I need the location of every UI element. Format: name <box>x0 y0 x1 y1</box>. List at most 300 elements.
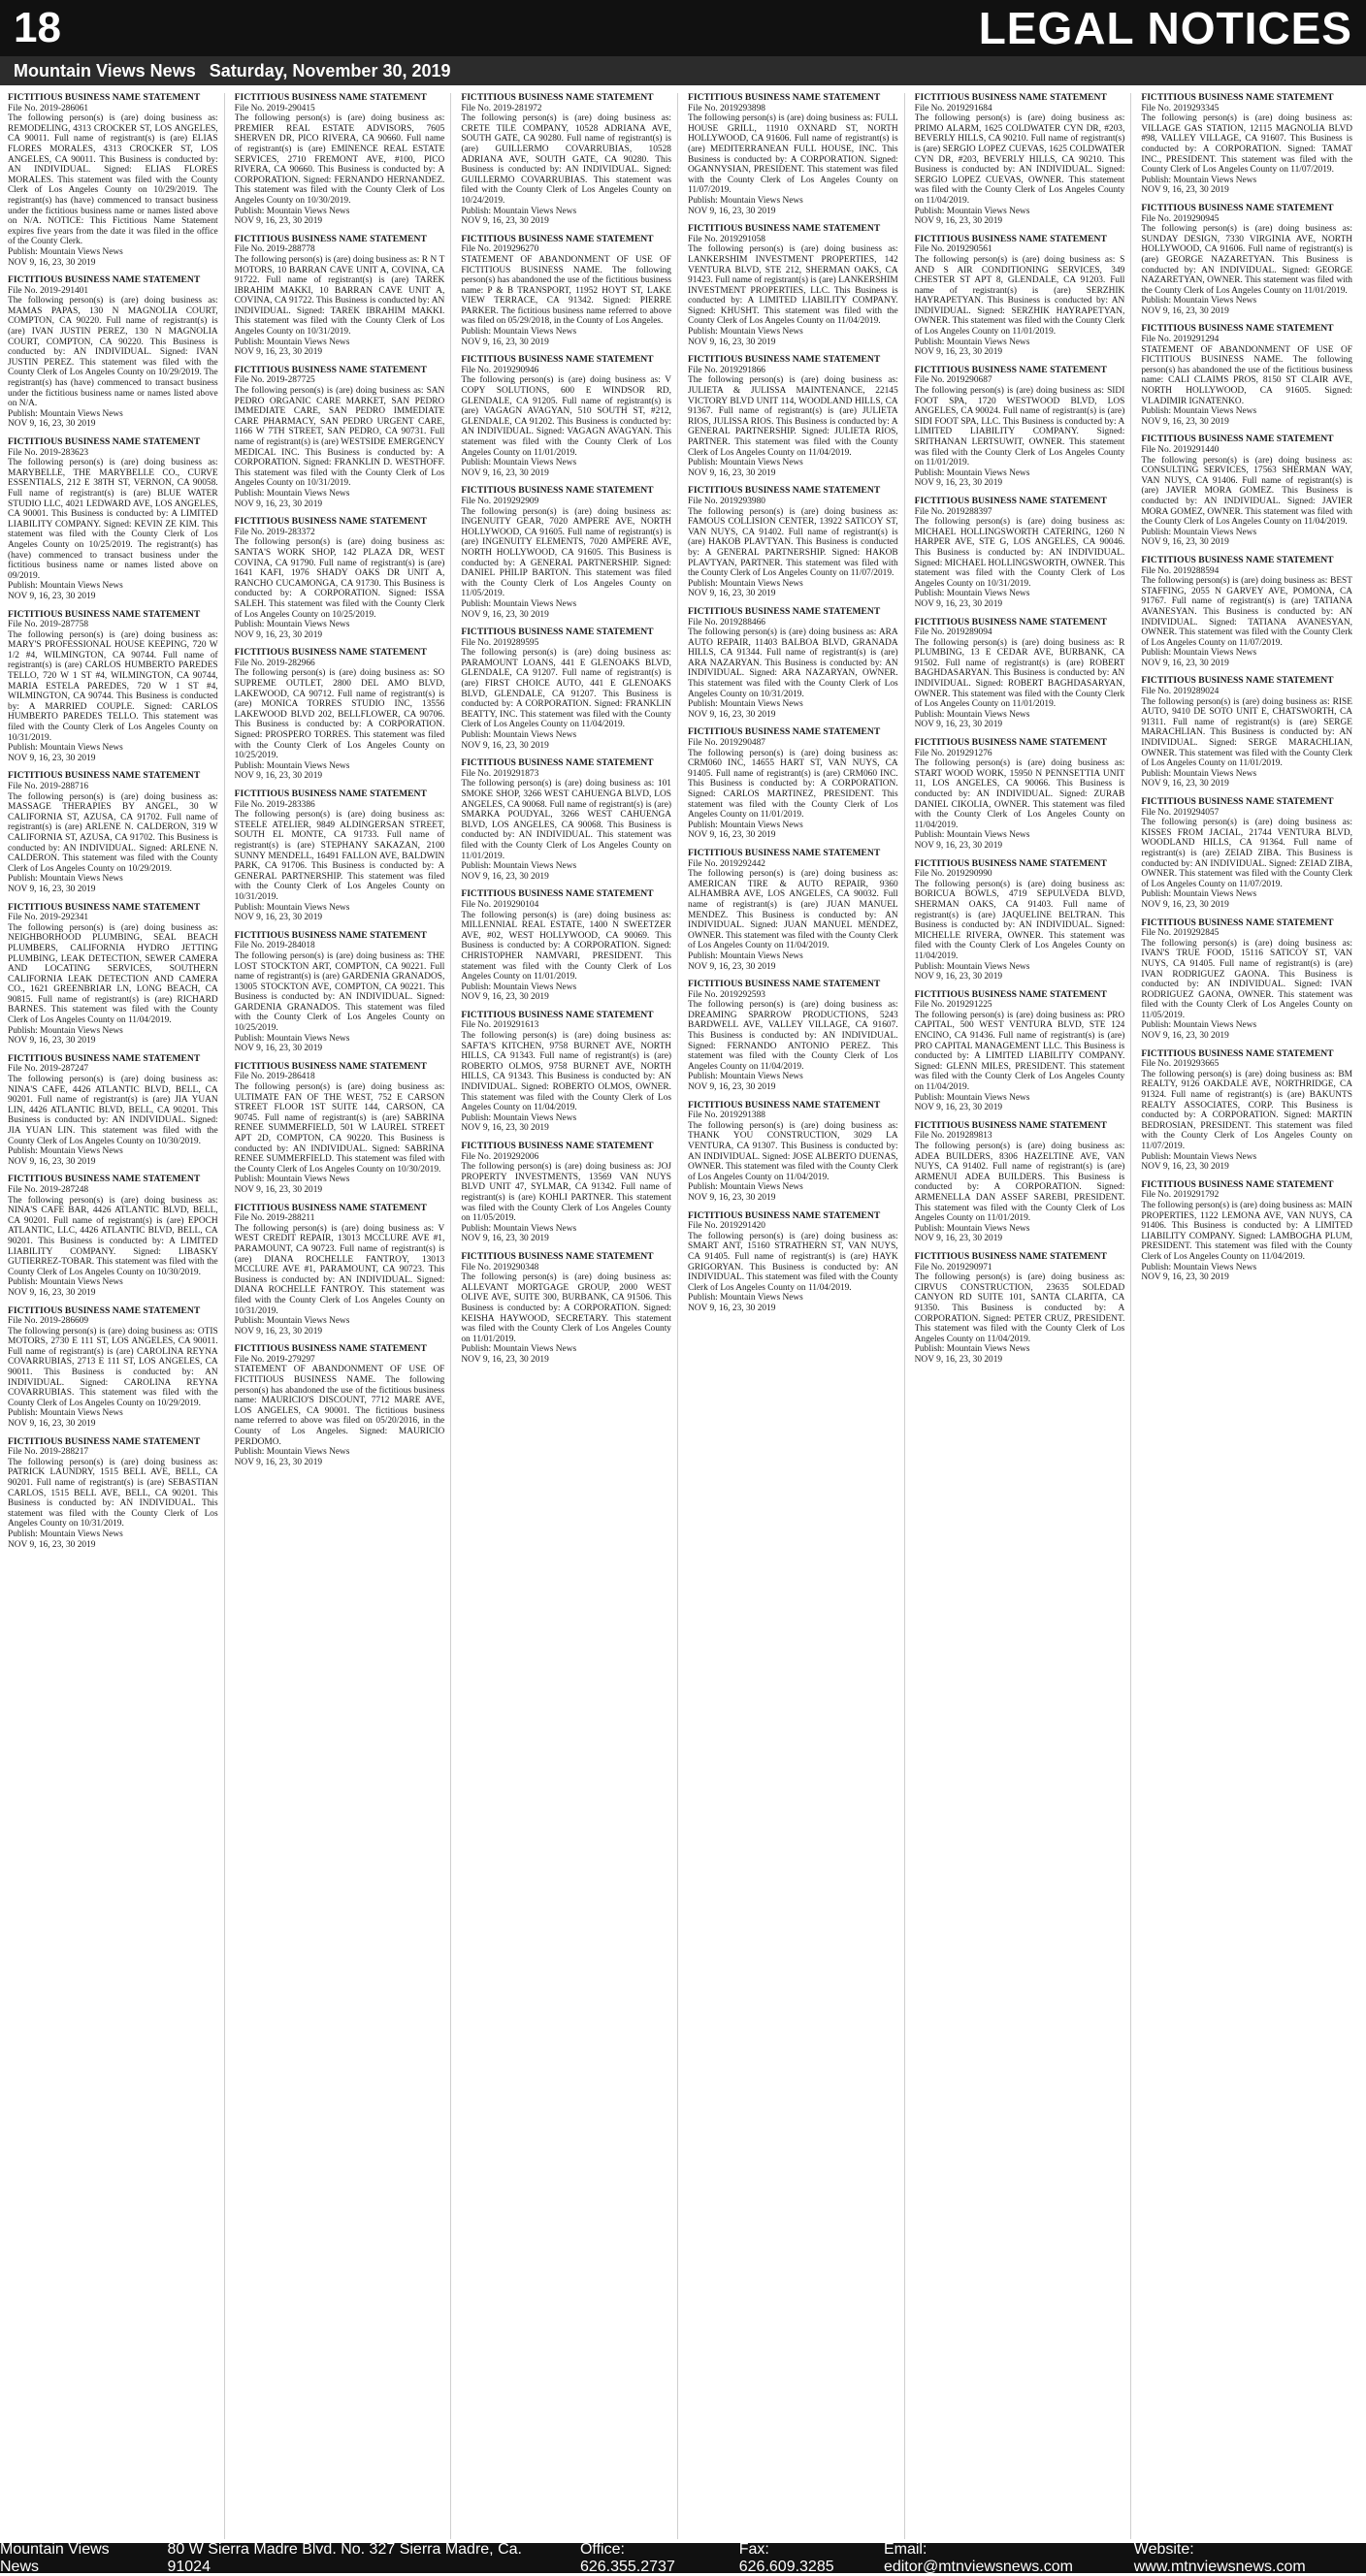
notice-body: The following person(s) is (are) doing business as: R PLUMBING, 13 E CEDAR AVE, BURBANK, CA 91502. Full name of registrant(s) is (are) ROBERT BAGHDASARYAN. This Business is conducted by: AN INDIVIDUAL. Signed: ROBERT BAGHDASARYAN, OWNER. This statement was filed with the County Clerk of Los Angeles County on 11/01/2019. <box>914 637 1125 710</box>
notice-heading: FICTITIOUS BUSINESS NAME STATEMENT <box>1141 1178 1334 1190</box>
notice-publication-dates: NOV 9, 16, 23, 30 2019 <box>461 1123 549 1134</box>
notice-body: The following person(s) is (are) doing business as: MILLENNIAL REAL ESTATE, 1400 N SWEETZER AVE, #02, WEST HOLLYWOOD, CA 90069. This Business is conducted by: A CORPORATION. Signed: CHRISTOPHER NAMVARI, PRESIDENT. This statement was filed with the County Clerk of Los Angeles County on 11/01/2019. <box>461 910 671 982</box>
notice-file-number: File No. 2019290487 <box>688 738 765 749</box>
notice-publication-dates: NOV 9, 16, 23, 30 2019 <box>461 337 549 347</box>
notice-publication-dates: NOV 9, 16, 23, 30 2019 <box>688 467 776 478</box>
notice-file-number: File No. 2019293898 <box>688 103 765 113</box>
notice-publication-line: Publish: Mountain Views News <box>914 467 1030 478</box>
legal-notice <box>235 366 445 509</box>
notice-file-number: File No. 2019289094 <box>914 628 992 638</box>
notice-heading: FICTITIOUS BUSINESS NAME STATEMENT <box>688 605 881 617</box>
notice-body: The following person(s) is (are) doing business as: SUNDAY DESIGN, 7330 VIRGINIA AVE, NORTH HOLLYWOOD, CA 91606. Full name of registrant(s) is (are) GEORGE NAZARETYAN. This Business is conducted by: AN INDIVIDUAL. Signed: GEORGE NAZARETYAN, OWNER. This statement was filed with the County Clerk of Los Angeles County on 11/01/2019. <box>1141 224 1352 296</box>
footer-office-phone: Office: 626.355.2737 <box>579 2540 675 2575</box>
notice-file-number: File No. 2019-287247 <box>8 1064 89 1075</box>
notice-file-number: File No. 2019291684 <box>914 103 992 113</box>
notice-file-number: File No. 2019291792 <box>1141 1190 1220 1201</box>
notice-body: The following person(s) is (are) doing business as: 101 SMOKE SHOP, 3266 WEST CAHUENGA BLVD, LOS ANGELES, CA 90068. Full name of registrant(s) is (are) SMARKA POUDYAL, 3266 WEST CAHUENGA BLVD, LOS ANGELES, CA 90068. This Business is conducted by: AN INDIVIDUAL. This statement was filed with the County Clerk of Los Angeles County on 11/01/2019. <box>461 779 671 861</box>
notice-publication-line: Publish: Mountain Views News <box>461 730 577 741</box>
notice-heading: FICTITIOUS BUSINESS NAME STATEMENT <box>914 1119 1107 1131</box>
notice-file-number: File No. 2019290687 <box>914 375 992 386</box>
notice-publication-line: Publish: Mountain Views News <box>688 820 803 830</box>
notice-file-number: File No. 2019-292341 <box>8 913 89 923</box>
notice-file-number: File No. 2019289813 <box>914 1131 992 1142</box>
notice-publication-dates: NOV 9, 16, 23, 30 2019 <box>234 347 323 358</box>
notice-file-number: File No. 2019-288211 <box>234 1213 315 1224</box>
notice-file-number: File No. 2019-290415 <box>234 103 315 113</box>
legal-notice <box>8 1306 218 1430</box>
footer-website: Website: www.mtnviewsnews.com <box>1133 2540 1306 2575</box>
legal-notice <box>915 366 1125 489</box>
notice-publication-line: Publish: Mountain Views News <box>914 337 1030 347</box>
notice-publication-line: Publish: Mountain Views News <box>461 861 577 872</box>
notice-heading: FICTITIOUS BUSINESS NAME STATEMENT <box>688 93 881 103</box>
notice-heading: FICTITIOUS BUSINESS NAME STATEMENT <box>914 495 1107 506</box>
notice-publication-dates: NOV 9, 16, 23, 30 2019 <box>461 740 549 751</box>
notice-body: The following person(s) is (are) doing business as: LANKERSHIM INVESTMENT PROPERTIES, 142 VENTURA BLVD, STE 212, SHERMAN OAKS, CA 91423. Full name of registrant(s) is (are) LANKERSHIM INVESTMENT PROPERTIES, LLC. This Business is conducted by: A LIMITED LIABILITY COMPANY. Signed: KHUSHT. This statement was filed with the County Clerk of Los Angeles County on 11/04/2019. <box>688 244 898 327</box>
notice-publication-dates: NOV 9, 16, 23, 30 2019 <box>461 871 549 882</box>
legal-notice <box>235 648 445 782</box>
notice-body: The following person(s) is (are) doing business as: FAMOUS COLLISION CENTER, 13922 SATICOY ST, VAN NUYS, CA 91402. Full name of registrant(s) is (are) HAKOB PLAVTYAN. This Business is conducted by: A GENERAL PARTNERSHIP. Signed: HAKOB PLAVTYAN, PARTNER. This statement was filed with the County Clerk of Los Angeles County on 11/07/2019. <box>688 506 898 579</box>
notice-publication-line: Publish: Mountain Views News <box>914 961 1030 972</box>
notice-file-number: File No. 2019-291401 <box>8 285 89 296</box>
legal-notice <box>1141 797 1352 911</box>
notice-heading: FICTITIOUS BUSINESS NAME STATEMENT <box>8 436 201 447</box>
notice-file-number: File No. 2019291873 <box>461 768 539 779</box>
notice-publication-line: Publish: Mountain Views News <box>234 1175 350 1185</box>
notice-publication-dates: NOV 9, 16, 23, 30 2019 <box>8 884 96 894</box>
notice-publication-dates: NOV 9, 16, 23, 30 2019 <box>461 216 549 227</box>
notice-body: The following person(s) is (are) doing business as: PRO CAPITAL, 500 WEST VENTURA BLVD, STE 124 ENCINO, CA 91436. Full name of registrant(s) is (are) PRO CAPITAL MANAGEMENT LLC. This Business is conducted by: A LIMITED LIABILITY COMPANY. Signed: GLENN MILES, PRESIDENT. This statement was filed with the County Clerk of Los Angeles County on 11/04/2019. <box>914 1010 1125 1093</box>
notice-heading: FICTITIOUS BUSINESS NAME STATEMENT <box>688 485 881 497</box>
notice-publication-line: Publish: Mountain Views News <box>234 206 350 216</box>
notice-publication-dates: NOV 9, 16, 23, 30 2019 <box>8 1156 96 1167</box>
notice-publication-line: Publish: Mountain Views News <box>688 195 803 206</box>
notice-publication-dates: NOV 9, 16, 23, 30 2019 <box>461 467 549 478</box>
notice-body: The following person(s) is (are) doing business as: CIRVUS CONSTRUCTION, 23635 SOLEDAD CANYON RD SUITE 101, SANTA CLARITA, CA 91350. This Business is conducted by: A CORPORATION. Signed: PETER CRUZ, PRESIDENT. This statement was filed with the County Clerk of Los Angeles County on 11/04/2019. <box>914 1272 1125 1344</box>
legal-notice <box>461 1252 671 1366</box>
notice-body: The following person(s) is (are) doing business as: CONSULTING SERVICES, 17563 SHERMAN WAY, VAN NUYS, CA 91406. Full name of registrant(s) is (are) JAVIER MORA GOMEZ. This Business is conducted by: AN INDIVIDUAL. Signed: JAVIER MORA GOMEZ, OWNER. This statement was filed with the County Clerk of Los Angeles County on 11/04/2019. <box>1141 455 1352 528</box>
notice-heading: FICTITIOUS BUSINESS NAME STATEMENT <box>8 1174 201 1185</box>
legal-notice <box>235 1062 445 1196</box>
notice-publication-line: Publish: Mountain Views News <box>688 1293 803 1304</box>
notice-file-number: File No. 2019290348 <box>461 1262 539 1272</box>
notice-body: The following person(s) is (are) doing business as: V WEST CREDIT REPAIR, 13013 MCCLURE AVE #1, PARAMOUNT, CA 90723. Full name of registrant(s) is (are) DIANA ROCHELLE FANTROY, 13013 MCCLURE AVE #1, PARAMOUNT, CA 90723. This Business is conducted by: AN INDIVIDUAL. Signed: DIANA ROCHELLE FANTROY. This statement was filed with the County Clerk of Los Angeles County on 10/31/2019. <box>234 1223 445 1316</box>
notice-publication-dates: NOV 9, 16, 23, 30 2019 <box>914 972 1003 982</box>
notice-file-number: File No. 2019-281972 <box>461 103 542 113</box>
notice-heading: FICTITIOUS BUSINESS NAME STATEMENT <box>1141 202 1334 213</box>
footer-address: 80 W Sierra Madre Blvd. No. 327 Sierra Madre, Ca. 91024 <box>167 2540 522 2575</box>
notice-heading: FICTITIOUS BUSINESS NAME STATEMENT <box>688 847 881 858</box>
legal-notice <box>688 849 898 972</box>
notice-body: The following person(s) is (are) doing business as: ALLEVANT MORTGAGE GROUP, 2000 WEST OLIVE AVE, SUITE 300, BURBANK, CA 91506. This Business is conducted by: A CORPORATION. Signed: KEISHA HAYWOOD, SECRETARY. This statement was filed with the County Clerk of Los Angeles County on 11/01/2019. <box>461 1272 671 1344</box>
legal-notice <box>8 1175 218 1298</box>
notice-publication-line: Publish: Mountain Views News <box>1141 406 1257 417</box>
legal-notice <box>461 93 671 227</box>
notice-publication-dates: NOV 9, 16, 23, 30 2019 <box>1141 1162 1229 1173</box>
notice-column <box>1141 93 1358 2539</box>
notice-body: The following person(s) is (are) doing business as: BEST STAFFING, 2055 N GARVEY AVE, POMONA, CA 91767. Full name of registrant(s) is (are) TATIANA AVANESYAN. This Business is conducted by: AN INDIVIDUAL. Signed: TATIANA AVANESYAN, OWNER. This statement was filed with the County Clerk of Los Angeles County on 11/07/2019. <box>1141 576 1352 648</box>
notice-file-number: File No. 2019288466 <box>688 617 765 628</box>
notice-heading: FICTITIOUS BUSINESS NAME STATEMENT <box>461 354 654 366</box>
legal-notice <box>461 1142 671 1244</box>
notice-body: The following person(s) is (are) doing business as: SIDI FOOT SPA, 1720 WESTWOOD BLVD, LOS ANGELES, CA 90024. Full name of registrant(s) is (are) SIDI FOOT SPA, LLC. This Business is conducted by: A LIMITED LIABILITY COMPANY. Signed: SRITHANAN LERTSUWIT, OWNER. This statement was filed with the County Clerk of Los Angeles County on 11/01/2019. <box>914 386 1125 468</box>
notice-file-number: File No. 2019291276 <box>914 748 992 758</box>
notice-heading: FICTITIOUS BUSINESS NAME STATEMENT <box>688 1099 881 1111</box>
footer-email: Email: editor@mtnviewsnews.com <box>883 2540 1073 2575</box>
notice-heading: FICTITIOUS BUSINESS NAME STATEMENT <box>1141 93 1334 103</box>
notice-publication-dates: NOV 9, 16, 23, 30 2019 <box>234 1457 323 1467</box>
notice-publication-dates: NOV 9, 16, 23, 30 2019 <box>914 1354 1003 1365</box>
notice-file-number: File No. 2019292006 <box>461 1151 539 1162</box>
notice-publication-line: Publish: Mountain Views News <box>234 488 350 499</box>
notice-body: The following person(s) is (are) doing business as: PREMIER REAL ESTATE ADVISORS, 7605 SHERVEN DR, PICO RIVERA, CA 90660. Full name of registrant(s) is (are) EMINENCE REAL ESTATE SERVICES, 2710 FREMONT AVE, #100, PICO RIVERA, CA 90660. This Business is conducted by: A CORPORATION. Signed: FERNANDO HERNANDEZ. This statement was filed with the County Clerk of Los Angeles County on 10/30/2019. <box>234 113 445 206</box>
notice-body: The following person(s) is (are) doing business as: MICHAEL HOLLINGSWORTH CATERING, 1260 N HARPER AVE, STE G, LOS ANGELES, CA 90046. This Business is conducted by: AN INDIVIDUAL. Signed: MICHAEL HOLLINGSWORTH, OWNER. This statement was filed with the County Clerk of Los Angeles County on 10/31/2019. <box>914 517 1125 589</box>
notice-publication-line: Publish: Mountain Views News <box>688 458 803 468</box>
notice-publication-dates: NOV 9, 16, 23, 30 2019 <box>688 961 776 972</box>
notice-column <box>688 93 905 2539</box>
notice-body: The following person(s) is (are) doing business as: BM REALTY, 9126 OAKDALE AVE, NORTHRIDGE, CA 91324. Full name of registrant(s) is (are) BAKUNTS REALTY ASSOCIATES, CORP. This Business is conducted by: A CORPORATION. Signed: MARTIN BEDROSIAN, PRESIDENT. This statement was filed with the County Clerk of Los Angeles County on 11/07/2019. <box>1141 1069 1352 1151</box>
notice-publication-line: Publish: Mountain Views News <box>8 1277 123 1288</box>
legal-notice <box>461 486 671 620</box>
notice-file-number: File No. 2019290971 <box>914 1262 992 1272</box>
notice-publication-line: Publish: Mountain Views News <box>1141 296 1257 306</box>
notice-body: STATEMENT OF ABANDONMENT OF USE OF FICTITIOUS BUSINESS NAME. The following person(s) has abandoned the use of the fictitious business name: MAURICIO'S DISCOUNT, 7712 MARE AVE, LOS ANGELES, CA 90001. The fictitious business name referred to above was filed on 05/20/2016, in the County of Los Angeles. Signed: MAURICIO PERDOMO. <box>234 1365 445 1447</box>
notice-file-number: File No. 2019290990 <box>914 869 992 880</box>
notice-publication-line: Publish: Mountain Views News <box>914 206 1030 216</box>
notice-publication-dates: NOV 9, 16, 23, 30 2019 <box>688 1192 776 1203</box>
notice-heading: FICTITIOUS BUSINESS NAME STATEMENT <box>8 901 201 913</box>
notice-publication-dates: NOV 9, 16, 23, 30 2019 <box>1141 185 1229 196</box>
notice-file-number: File No. 2019291866 <box>688 365 765 375</box>
legal-notice <box>235 93 445 227</box>
notice-publication-line: Publish: Mountain Views News <box>461 598 577 609</box>
notice-publication-dates: NOV 9, 16, 23, 30 2019 <box>8 1287 96 1298</box>
notice-body: The following person(s) is (are) doing business as: REMODELING, 4313 CROCKER ST, LOS ANGELES, CA 90011. Full name of registrant(s) is (are) ELIAS FLORES MORALES, 4313 CROCKER ST, LOS ANGELES, CA 90011. This Business is conducted by: AN INDIVIDUAL. Signed: ELIAS FLORES MORALES. This statement was filed with the County Clerk of Los Angeles County on 10/29/2019. The registrant(s) has (have) commenced to transact business under the fictitious business name or names listed above on N/A. NOTICE: This Fictitious Name Statement expires five years from the date it was filed in the office of the County Clerk. <box>8 113 218 247</box>
notice-body: The following person(s) is (are) doing business as: OTIS MOTORS, 2730 E 111 ST, LOS ANGELES, CA 90011. Full name of registrant(s) is (are) CAROLINA REYNA COVARRUBIAS, 2713 E 111 ST, LOS ANGELES, CA 90011. This Business is conducted by: AN INDIVIDUAL. Signed: CAROLINA REYNA COVARRUBIAS. This statement was filed with the County Clerk of Los Angeles County on 10/29/2019. <box>8 1326 218 1408</box>
legal-notice <box>915 497 1125 610</box>
notice-publication-line: Publish: Mountain Views News <box>461 458 577 468</box>
notice-heading: FICTITIOUS BUSINESS NAME STATEMENT <box>234 1202 427 1213</box>
notice-heading: FICTITIOUS BUSINESS NAME STATEMENT <box>914 364 1107 375</box>
notice-publication-line: Publish: Mountain Views News <box>8 581 123 592</box>
notice-heading: FICTITIOUS BUSINESS NAME STATEMENT <box>234 929 427 941</box>
notice-publication-line: Publish: Mountain Views News <box>234 620 350 630</box>
notice-publication-dates: NOV 9, 16, 23, 30 2019 <box>8 753 96 763</box>
notice-body: The following person(s) is (are) doing business as: ULTIMATE FAN OF THE WEST, 752 E CARSON STREET FLOOR 1ST SUITE 144, CARSON, CA 90745. Full name of registrant(s) is (are) SABRINA RENEE SUMMERFIELD, 501 W LAUREL STREET APT 2D, COMPTON, CA 90220. This Business is conducted by: AN INDIVIDUAL. Signed: SABRINA RENEE SUMMERFIELD. This statement was filed with the County Clerk of Los Angeles County on 10/30/2019. <box>234 1082 445 1175</box>
notice-file-number: File No. 2019288397 <box>914 506 992 517</box>
notice-publication-dates: NOV 9, 16, 23, 30 2019 <box>1141 1031 1229 1042</box>
notice-body: The following person(s) is (are) doing business as: MAMAS PAPAS, 130 N MAGNOLIA COURT, COMPTON, CA 90220. Full name of registrant(s) is (are) IVAN JUSTIN PEREZ, 130 N MAGNOLIA COURT, COMPTON, CA 90220. This Business is conducted by: AN INDIVIDUAL. Signed: IVAN JUSTIN PEREZ. This statement was filed with the County Clerk of Los Angeles County on 10/29/2019. The registrant(s) has (have) commenced to transact business under the fictitious business name or names listed above on N/A. <box>8 296 218 409</box>
legal-notice <box>915 235 1125 358</box>
notice-file-number: File No. 2019289595 <box>461 637 539 648</box>
legal-notice <box>1141 324 1352 427</box>
notice-publication-dates: NOV 9, 16, 23, 30 2019 <box>1141 306 1229 316</box>
notice-publication-line: Publish: Mountain Views News <box>688 1072 803 1082</box>
notice-heading: FICTITIOUS BUSINESS NAME STATEMENT <box>234 647 427 659</box>
notice-heading: FICTITIOUS BUSINESS NAME STATEMENT <box>1141 554 1334 565</box>
notice-heading: FICTITIOUS BUSINESS NAME STATEMENT <box>914 233 1107 244</box>
notice-publication-line: Publish: Mountain Views News <box>234 760 350 771</box>
notice-body: The following person(s) is (are) doing business as: DREAMING SPARROW PRODUCTIONS, 5243 BARDWELL AVE, VALLEY VILLAGE, CA 91607. This Business is conducted by: AN INDIVIDUAL. Signed: FERNANDO ANTONIO PEREZ. This statement was filed with the County Clerk of Los Angeles County on 11/04/2019. <box>688 1000 898 1072</box>
notice-publication-dates: NOV 9, 16, 23, 30 2019 <box>461 992 549 1003</box>
notice-body: The following person(s) is (are) doing business as: MAIN PROPERTIES, 1122 LEMONA AVE, VAN NUYS, CA 91406. This Business is conducted by: A LIMITED LIABILITY COMPANY. Signed: LAMBOGHA PLUM, PRESIDENT. This statement was filed with the County Clerk of Los Angeles County on 11/04/2019. <box>1141 1200 1352 1262</box>
legal-notice <box>8 1054 218 1168</box>
notice-publication-line: Publish: Mountain Views News <box>1141 1151 1257 1162</box>
notice-heading: FICTITIOUS BUSINESS NAME STATEMENT <box>461 233 654 244</box>
notice-column <box>461 93 678 2539</box>
notice-heading: FICTITIOUS BUSINESS NAME STATEMENT <box>461 627 654 638</box>
notice-heading: FICTITIOUS BUSINESS NAME STATEMENT <box>914 93 1107 103</box>
notice-publication-dates: NOV 9, 16, 23, 30 2019 <box>234 216 323 227</box>
notice-publication-line: Publish: Mountain Views News <box>1141 768 1257 779</box>
notice-body: The following person(s) is (are) doing business as: START WOOD WORK, 15950 N PENNSETTIA UNIT 11, LOS ANGELES, CA 90066. This Business is conducted by: AN INDIVIDUAL. Signed: ZURAB DANIEL CIKOLIA, OWNER. This statement was filed with the County Clerk of Los Angeles County on 11/04/2019. <box>914 758 1125 830</box>
notice-publication-dates: NOV 9, 16, 23, 30 2019 <box>461 609 549 620</box>
notice-publication-line: Publish: Mountain Views News <box>234 1447 350 1458</box>
notice-publication-line: Publish: Mountain Views News <box>8 246 123 257</box>
notice-heading: FICTITIOUS BUSINESS NAME STATEMENT <box>461 1141 654 1151</box>
notice-file-number: File No. 2019292845 <box>1141 928 1220 939</box>
notice-publication-dates: NOV 9, 16, 23, 30 2019 <box>234 1326 323 1336</box>
notice-publication-dates: NOV 9, 16, 23, 30 2019 <box>234 499 323 509</box>
legal-notice <box>1141 676 1352 789</box>
masthead-subline <box>0 56 1366 85</box>
notice-publication-dates: NOV 9, 16, 23, 30 2019 <box>914 1234 1003 1244</box>
notice-heading: FICTITIOUS BUSINESS NAME STATEMENT <box>234 1343 427 1355</box>
notice-heading: FICTITIOUS BUSINESS NAME STATEMENT <box>461 888 654 900</box>
notice-heading: FICTITIOUS BUSINESS NAME STATEMENT <box>1141 434 1334 445</box>
notice-file-number: File No. 2019292593 <box>688 989 765 1000</box>
notice-publication-dates: NOV 9, 16, 23, 30 2019 <box>914 598 1003 609</box>
notice-body: The following person(s) is (are) doing business as: THANK YOU CONSTRUCTION, 3029 LA VENTURA, CA 91307. This Business is conducted by: AN INDIVIDUAL. Signed: JOSE ALBERTO DUENAS, OWNER. This statement was filed with the County Clerk of Los Angeles County on 11/04/2019. <box>688 1120 898 1182</box>
notice-publication-line: Publish: Mountain Views News <box>8 408 123 419</box>
notice-body: The following person(s) is (are) doing business as: V COPY SOLUTIONS, 600 E WINDSOR RD, GLENDALE, CA 91205. Full name of registrant(s) is (are) VAGAGN AVAGYAN, 510 SOUTH ST, #212, GLENDALE, CA 91202. This Business is conducted by: AN INDIVIDUAL. Signed: VAGAGN AVAGYAN. This statement was filed with the County Clerk of Los Angeles County on 11/01/2019. <box>461 375 671 458</box>
page-footer <box>0 2540 1366 2575</box>
notice-body: The following person(s) is (are) doing business as: JULIETA & JULISSA MAINTENANCE, 22145 VICTORY BLVD UNIT 114, WOODLAND HILLS, CA 91367. Full name of registrant(s) is (are) JULIETA RIOS, JULISSA RIOS. This Business is conducted by: A GENERAL PARTNERSHIP. Signed: JULIETA RIOS, PARTNER. This statement was filed with the County Clerk of Los Angeles County on 11/04/2019. <box>688 375 898 458</box>
legal-notice <box>1141 204 1352 317</box>
notice-publication-dates: NOV 9, 16, 23, 30 2019 <box>8 1539 96 1550</box>
notice-file-number: File No. 2019290561 <box>914 244 992 255</box>
notice-body: The following person(s) is (are) doing business as: MARY'S PROFESSIONAL HOUSE KEEPING, 720 W 1/2 #4, WILMINGTON, CA 90744. Full name of registrant(s) is (are) CARLOS HUMBERTO PAREDES TELLO, 720 W 1 ST #4, WILMINGTON, CA 90744, MARIA ESTELA PAREDES, 720 W 1 ST #4, WILMINGTON, CA 90744. This Business is conducted by: A MARRIED COUPLE. Signed: CARLOS HUMBERTO PAREDES TELLO. This statement was filed with the County Clerk of Los Angeles County on 10/31/2019. <box>8 629 218 743</box>
notice-file-number: File No. 2019-286609 <box>8 1316 89 1327</box>
notice-publication-dates: NOV 9, 16, 23, 30 2019 <box>8 1036 96 1046</box>
notice-heading: FICTITIOUS BUSINESS NAME STATEMENT <box>8 93 201 103</box>
notice-file-number: File No. 2019-283372 <box>234 527 315 537</box>
notice-publication-line: Publish: Mountain Views News <box>8 1025 123 1036</box>
notice-body: The following person(s) is (are) doing business as: ARA AUTO REPAIR, 11403 BALBOA BLVD, GRANADA HILLS, CA 91344. Full name of registrant(s) is (are) ARA NAZARYAN. This Business is conducted by: AN INDIVIDUAL. Signed: ARA NAZARYAN, OWNER. This statement was filed with the County Clerk of Los Angeles County on 10/31/2019. <box>688 628 898 699</box>
notice-publication-line: Publish: Mountain Views News <box>1141 889 1257 900</box>
notice-publication-dates: NOV 9, 16, 23, 30 2019 <box>234 771 323 782</box>
notice-body: STATEMENT OF ABANDONMENT OF USE OF FICTITIOUS BUSINESS NAME. The following person(s) has abandoned the use of the fictitious business name: CALI CLAIMS PROS, 8150 ST CLAIR AVE, NORTH HOLLYWOOD, CA 91605. Signed: VLADIMIR IGNATENKO. <box>1141 344 1352 406</box>
notice-body: The following person(s) is (are) doing business as: AMERICAN TIRE & AUTO REPAIR, 9360 ALHAMBRA AVE, LOS ANGELES, CA 90032. Full name of registrant(s) is (are) JUAN MANUEL MENDEZ. This Business is conducted by: AN INDIVIDUAL. Signed: JUAN MANUEL MENDEZ, OWNER. This statement was filed with the County Clerk of Los Angeles County on 11/04/2019. <box>688 869 898 951</box>
notice-column <box>915 93 1132 2539</box>
masthead <box>0 0 1366 56</box>
notice-heading: FICTITIOUS BUSINESS NAME STATEMENT <box>688 726 881 738</box>
notice-column <box>235 93 452 2539</box>
notice-file-number: File No. 2019-288217 <box>8 1447 89 1458</box>
notice-heading: FICTITIOUS BUSINESS NAME STATEMENT <box>688 979 881 990</box>
notice-heading: FICTITIOUS BUSINESS NAME STATEMENT <box>914 616 1107 628</box>
legal-notice <box>915 93 1125 227</box>
legal-notice <box>688 1101 898 1204</box>
legal-notice <box>8 903 218 1046</box>
notice-body: The following person(s) is (are) doing business as: MASSAGE THERAPIES BY ANGEL, 30 W CALIFORNIA ST, AZUSA, CA 91702. Full name of registrant(s) is (are) ARLENE N. CALDERON, 319 W CALIFORNIA ST, AZUSA, CA 91702. This Business is conducted by: AN INDIVIDUAL. Signed: ARLENE N. CALDERON. This statement was filed with the County Clerk of Los Angeles County on 10/29/2019. <box>8 791 218 874</box>
notice-body: The following person(s) is (are) doing business as: CRETE TILE COMPANY, 10528 ADRIANA AVE, SOUTH GATE, CA 90280. Full name of registrant(s) is (are) GUILLERMO COVARRUBIAS, 10528 ADRIANA AVE, SOUTH GATE, CA 90280. This Business is conducted by: AN INDIVIDUAL. Signed: GUILLERMO COVARRUBIAS. This statement was filed with the County Clerk of Los Angeles County on 10/24/2019. <box>461 113 671 206</box>
notice-publication-dates: NOV 9, 16, 23, 30 2019 <box>461 1354 549 1365</box>
notice-body: The following person(s) is (are) doing business as: BORICUA BOWLS, 4719 SEPULVEDA BLVD, SHERMAN OAKS, CA 91403. Full name of registrant(s) is (are) JAQUELINE BELTRAN. This Business is conducted by: AN INDIVIDUAL. Signed: MICHELLE RIVERA, OWNER. This statement was filed with the County Clerk of Los Angeles County on 11/04/2019. <box>914 879 1125 961</box>
notice-publication-dates: NOV 9, 16, 23, 30 2019 <box>688 337 776 347</box>
notice-heading: FICTITIOUS BUSINESS NAME STATEMENT <box>8 1052 201 1064</box>
legal-notice <box>235 1344 445 1467</box>
legal-notice <box>688 486 898 599</box>
notice-file-number: File No. 2019-287248 <box>8 1184 89 1195</box>
legal-notice <box>1141 1180 1352 1283</box>
notice-heading: FICTITIOUS BUSINESS NAME STATEMENT <box>688 1209 881 1221</box>
notice-publication-line: Publish: Mountain Views News <box>688 327 803 338</box>
notice-publication-line: Publish: Mountain Views News <box>461 206 577 216</box>
notice-body: The following person(s) is (are) doing business as: NEIGHBORHOOD PLUMBING, SEAL BEACH PLUMBERS, CALIFORNIA HYDRO JETTING PLUMBING, LEAK DETECTION, SEWER CAMERA AND LOCATING SERVICES, SOUTHERN CALIFORNIA LEAK DETECTION AND CAMERA CO., 1621 GREENBRIAR LN, LONG BEACH, CA 90815. Full name of registrant(s) is (are) RICHARD BARNES. This statement was filed with the County Clerk of Los Angeles County on 11/04/2019. <box>8 922 218 1026</box>
legal-notice <box>915 990 1125 1113</box>
notice-publication-line: Publish: Mountain Views News <box>461 1344 577 1355</box>
notice-heading: FICTITIOUS BUSINESS NAME STATEMENT <box>461 1009 654 1020</box>
notice-publication-dates: NOV 9, 16, 23, 30 2019 <box>234 629 323 640</box>
notice-publication-dates: NOV 9, 16, 23, 30 2019 <box>688 1303 776 1313</box>
notice-body: The following person(s) is (are) doing business as: SAN PEDRO ORGANIC CARE MARKET, SAN PEDRO IMMEDIATE CARE, SAN PEDRO IMMEDIATE CARE PHARMACY, SAN PEDRO URGENT CARE, 1166 W 7TH STREET, SAN PEDRO, CA 90731. Full name of registrant(s) is (are) WESTSIDE EMERGENCY MEDICAL INC. This Business is conducted by: A CORPORATION. Signed: FRANKLIN D. WESTHOFF. This statement was filed with the County Clerk of Los Angeles County on 10/31/2019. <box>234 386 445 489</box>
notice-body: The following person(s) is (are) doing business as: SMART ANT, 15160 STRATHERN ST, VAN NUYS, CA 91405. Full name of registrant(s) is (are) HAYK GRIGORYAN. This Business is conducted by: AN INDIVIDUAL. This statement was filed with the County Clerk of Los Angeles County on 11/04/2019. <box>688 1231 898 1293</box>
notice-file-number: File No. 2019-286418 <box>234 1072 315 1082</box>
notice-heading: FICTITIOUS BUSINESS NAME STATEMENT <box>1141 675 1334 687</box>
legal-notice <box>1141 1049 1352 1173</box>
notice-publication-dates: NOV 9, 16, 23, 30 2019 <box>914 347 1003 358</box>
notice-file-number: File No. 2019293345 <box>1141 103 1220 113</box>
notice-column <box>8 93 225 2539</box>
notice-body: STATEMENT OF ABANDONMENT OF USE OF FICTITIOUS BUSINESS NAME. The following person(s) has abandoned the use of the fictitious business name: P & B TRANSPORT, 11952 HOYT ST, LAKE VIEW TERRACE, CA 91342. Signed: PIERRE PARKER. The fictitious business name referred to above was filed on 05/29/2018, in the County of Los Angeles. <box>461 254 671 327</box>
notice-body: The following person(s) is (are) doing business as: MARYBELLE, THE MARYBELLE CO., CURVE ESSENTIALS, 212 E 38TH ST, VERNON, CA 90058. Full name of registrant(s) is (are) BLUE WATER STUDIO LLC, 4021 LEDWARD AVE, LOS ANGELES, CA 90001. This Business is conducted by: A LIMITED LIABILITY COMPANY. Signed: KEVIN ZE KIM. This statement was filed with the County Clerk of Los Angeles County on 10/25/2019. The registrant(s) has (have) commenced to transact business under the fictitious business name or names listed above on 09/2019. <box>8 458 218 581</box>
notice-publication-dates: NOV 9, 16, 23, 30 2019 <box>1141 537 1229 548</box>
notice-heading: FICTITIOUS BUSINESS NAME STATEMENT <box>461 93 654 103</box>
notice-file-number: File No. 2019-286061 <box>8 103 89 113</box>
legal-notice <box>461 355 671 478</box>
notice-heading: FICTITIOUS BUSINESS NAME STATEMENT <box>914 988 1107 1000</box>
notice-file-number: File No. 2019288594 <box>1141 565 1220 576</box>
notice-file-number: File No. 2019293665 <box>1141 1059 1220 1070</box>
notice-publication-line: Publish: Mountain Views News <box>688 1182 803 1193</box>
footer-fax: Fax: 626.609.3285 <box>738 2540 834 2575</box>
notice-body: The following person(s) is (are) doing business as: INGENUITY GEAR, 7020 AMPERE AVE, NORTH HOLLYWOOD, CA 91605. Full name of registrant(s) is (are) INGENUITY ELEMENTS, 7020 AMPERE AVE, NORTH HOLLYWOOD, CA 91605. This Business is conducted by: A GENERAL PARTNERSHIP. Signed: DANIEL PHILIP BARTON. This statement was filed with the County Clerk of Los Angeles County on 11/05/2019. <box>461 506 671 599</box>
notice-publication-line: Publish: Mountain Views News <box>914 709 1030 720</box>
notice-heading: FICTITIOUS BUSINESS NAME STATEMENT <box>461 1250 654 1262</box>
legal-notice <box>915 1121 1125 1244</box>
notice-publication-line: Publish: Mountain Views News <box>1141 1262 1257 1272</box>
notice-file-number: File No. 2019294057 <box>1141 807 1220 818</box>
notice-publication-line: Publish: Mountain Views News <box>8 1408 123 1419</box>
notice-body: The following person(s) is (are) doing business as: THE LOST STOCKTON ART, COMPTON, CA 90221. Full name of registrant(s) is (are) GARDENIA GRANADOS, 13005 STOCKTON AVE, COMPTON, CA 90221. This Business is conducted by: AN INDIVIDUAL. Signed: GARDENIA GRANADOS. This statement was filed with the County Clerk of Los Angeles County on 10/25/2019. <box>234 950 445 1034</box>
legal-notice <box>461 1011 671 1134</box>
notice-file-number: File No. 2019291225 <box>914 1000 992 1011</box>
legal-notice <box>688 224 898 347</box>
notice-publication-dates: NOV 9, 16, 23, 30 2019 <box>461 1234 549 1244</box>
notice-publication-line: Publish: Mountain Views News <box>8 874 123 885</box>
notice-file-number: File No. 2019-288778 <box>234 244 315 255</box>
notice-heading: FICTITIOUS BUSINESS NAME STATEMENT <box>234 93 427 103</box>
notice-publication-dates: NOV 9, 16, 23, 30 2019 <box>8 419 96 430</box>
notice-heading: FICTITIOUS BUSINESS NAME STATEMENT <box>234 516 427 528</box>
notice-publication-dates: NOV 9, 16, 23, 30 2019 <box>688 830 776 841</box>
notice-file-number: File No. 2019-279297 <box>234 1354 315 1365</box>
notice-publication-line: Publish: Mountain Views News <box>8 1529 123 1539</box>
notice-body: The following person(s) is (are) doing business as: R N T MOTORS, 10 BARRAN CAVE UNIT A, COVINA, CA 91722. Full name of registrant(s) is (are) TAREK IBRAHIM MAKKI, 10 BARRAN CAVE UNIT A, COVINA, CA 91722. This Business is conducted by: AN INDIVIDUAL. Signed: TAREK IBRAHIM MAKKI. This statement was filed with the County Clerk of Los Angeles County on 10/31/2019. <box>234 254 445 338</box>
legal-notice <box>461 889 671 1003</box>
notice-heading: FICTITIOUS BUSINESS NAME STATEMENT <box>914 737 1107 749</box>
notice-heading: FICTITIOUS BUSINESS NAME STATEMENT <box>914 1250 1107 1262</box>
notice-publication-dates: NOV 9, 16, 23, 30 2019 <box>1141 779 1229 789</box>
notice-body: The following person(s) is (are) doing business as: PATRICK LAUNDRY, 1515 BELL AVE, BELL, CA 90201. Full name of registrant(s) is (are) SEBASTIAN CARLOS, 1515 BELL AVE, BELL, CA 90201. This Business is conducted by: AN INDIVIDUAL. This statement was filed with the County Clerk of Los Angeles County on 10/31/2019. <box>8 1457 218 1530</box>
legal-notice <box>8 275 218 430</box>
legal-notice <box>915 738 1125 852</box>
notice-file-number: File No. 2019291613 <box>461 1020 539 1031</box>
notice-heading: FICTITIOUS BUSINESS NAME STATEMENT <box>688 223 881 235</box>
notice-heading: FICTITIOUS BUSINESS NAME STATEMENT <box>8 274 201 286</box>
legal-notice <box>8 610 218 764</box>
notice-file-number: File No. 2019-288716 <box>8 782 89 791</box>
notice-file-number: File No. 2019291440 <box>1141 445 1220 455</box>
notice-body: The following person(s) is (are) doing business as: SANTA'S WORK SHOP, 142 PLAZA DR, WEST COVINA, CA 91790. Full name of registrant(s) is (are) 1641 KAFI, 1976 SHADY OAKS DR UNIT A, RANCHO CUCAMONGA, CA 91730. This Business is conducted by: A CORPORATION. Signed: ISSA SALEH. This statement was filed with the County Clerk of Los Angeles County on 10/25/2019. <box>234 537 445 620</box>
notice-body: The following person(s) is (are) doing business as: SAFTA'S KITCHEN, 9758 BURNET AVE, NORTH HILLS, CA 91343. Full name of registrant(s) is (are) ROBERTO OLMOS, 9758 BURNET AVE, NORTH HILLS, CA 91343. This Business is conducted by: AN INDIVIDUAL. Signed: ROBERTO OLMOS, OWNER. This statement was filed with the County Clerk of Los Angeles County on 11/04/2019. <box>461 1031 671 1113</box>
legal-notice <box>1141 918 1352 1042</box>
notice-heading: FICTITIOUS BUSINESS NAME STATEMENT <box>234 789 427 799</box>
legal-notice <box>461 235 671 348</box>
notice-publication-dates: NOV 9, 16, 23, 30 2019 <box>914 478 1003 489</box>
legal-notice <box>688 727 898 841</box>
notice-publication-line: Publish: Mountain Views News <box>1141 175 1257 185</box>
notice-heading: FICTITIOUS BUSINESS NAME STATEMENT <box>688 354 881 366</box>
notice-publication-dates: NOV 9, 16, 23, 30 2019 <box>1141 1272 1229 1283</box>
notice-publication-line: Publish: Mountain Views News <box>8 1146 123 1157</box>
notice-heading: FICTITIOUS BUSINESS NAME STATEMENT <box>1141 323 1334 335</box>
legal-notice <box>1141 93 1352 196</box>
notice-publication-line: Publish: Mountain Views News <box>914 589 1030 599</box>
legal-notice <box>688 93 898 216</box>
legal-notice <box>235 931 445 1054</box>
legal-notice <box>688 980 898 1093</box>
footer-publication: Mountain Views News <box>0 2540 110 2575</box>
notice-file-number: File No. 2019-287725 <box>234 375 315 386</box>
notice-publication-line: Publish: Mountain Views News <box>1141 648 1257 659</box>
notice-file-number: File No. 2019291058 <box>688 234 765 244</box>
legal-notice <box>235 517 445 640</box>
notice-file-number: File No. 2019-283386 <box>234 799 315 810</box>
legal-notice <box>8 93 218 268</box>
notice-body: The following person(s) is (are) doing business as: PRIMO ALARM, 1625 COLDWATER CYN DR, #203, BEVERLY HILLS, CA 90210. Full name of registrant(s) is (are) SERGIO LOPEZ CUEVAS, 1625 COLDWATER CYN DR, #203, BEVERLY HILLS, CA 90210. This Business is conducted by: AN INDIVIDUAL. Signed: SERGIO LOPEZ CUEVAS, OWNER. This statement was filed with the County Clerk of Los Angeles County on 11/04/2019. <box>914 113 1125 206</box>
notice-publication-dates: NOV 9, 16, 23, 30 2019 <box>688 589 776 599</box>
notice-publication-line: Publish: Mountain Views News <box>914 1223 1030 1234</box>
legal-notice <box>8 771 218 894</box>
notice-publication-line: Publish: Mountain Views News <box>234 1033 350 1044</box>
notice-publication-dates: NOV 9, 16, 23, 30 2019 <box>914 720 1003 730</box>
notice-file-number: File No. 2019290104 <box>461 899 539 910</box>
notice-file-number: File No. 2019291388 <box>688 1111 765 1121</box>
notice-publication-line: Publish: Mountain Views News <box>914 1344 1030 1355</box>
notice-publication-dates: NOV 9, 16, 23, 30 2019 <box>1141 899 1229 910</box>
notice-publication-dates: NOV 9, 16, 23, 30 2019 <box>914 840 1003 851</box>
notice-file-number: File No. 2019289024 <box>1141 687 1220 697</box>
notice-publication-dates: NOV 9, 16, 23, 30 2019 <box>234 1044 323 1054</box>
notice-heading: FICTITIOUS BUSINESS NAME STATEMENT <box>1141 917 1334 928</box>
notice-columns <box>8 93 1358 2539</box>
notice-publication-line: Publish: Mountain Views News <box>688 950 803 961</box>
notice-publication-line: Publish: Mountain Views News <box>914 830 1030 841</box>
notice-heading: FICTITIOUS BUSINESS NAME STATEMENT <box>8 1304 201 1316</box>
legal-notice <box>461 758 671 882</box>
